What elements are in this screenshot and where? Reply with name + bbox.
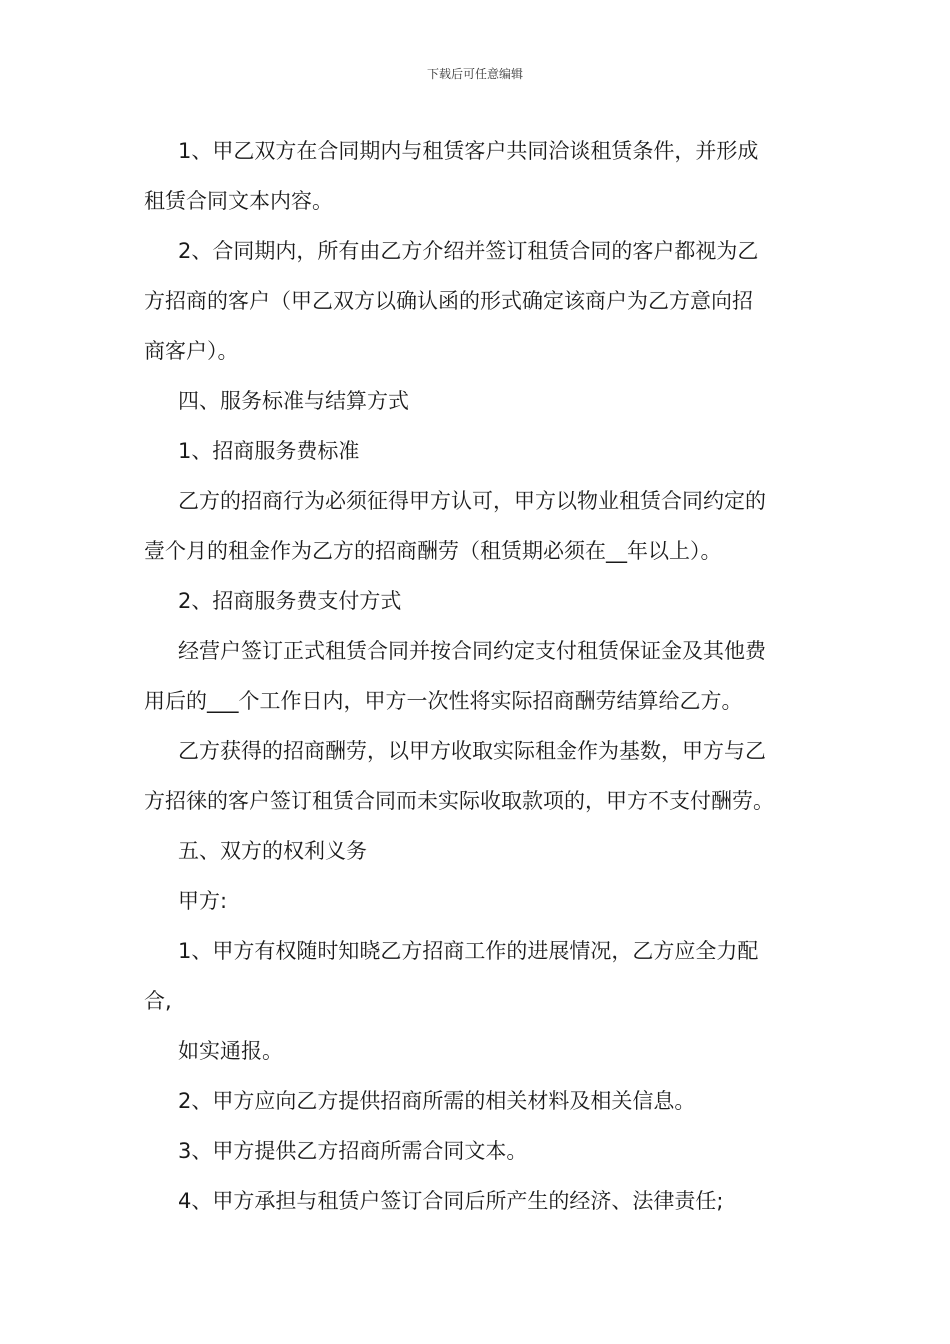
paragraph-line: 用后的___个工作日内，甲方一次性将实际招商酬劳结算给乙方。 [144, 689, 743, 713]
paragraph-line: 方招徕的客户签订租赁合同而未实际收取款项的，甲方不支付酬劳。 [144, 789, 774, 813]
page-header: 下载后可任意编辑 [426, 67, 523, 81]
paragraph-line: 3、甲方提供乙方招商所需合同文本。 [178, 1139, 528, 1163]
section-heading: 四、服务标准与结算方式 [178, 389, 409, 413]
paragraph-line: 租赁合同文本内容。 [144, 189, 333, 213]
document-body [144, 126, 808, 1226]
paragraph-line: 乙方的招商行为必须征得甲方认可，甲方以物业租赁合同约定的 [178, 489, 766, 513]
paragraph-line: 乙方获得的招商酬劳，以甲方收取实际租金作为基数，甲方与乙 [178, 739, 766, 763]
paragraph-line: 方招商的客户（甲乙双方以确认函的形式确定该商户为乙方意向招 [144, 289, 753, 313]
paragraph-line: 1、甲乙双方在合同期内与租赁客户共同洽谈租赁条件，并形成 [178, 139, 759, 163]
party-label: 甲方: [178, 889, 228, 913]
paragraph-line: 合, [144, 989, 172, 1013]
paragraph-line: 壹个月的租金作为乙方的招商酬劳（租赁期必须在__年以上）。 [144, 539, 722, 563]
paragraph-line: 1、甲方有权随时知晓乙方招商工作的进展情况，乙方应全力配 [178, 939, 759, 963]
subsection-heading: 1、招商服务费标准 [178, 439, 360, 463]
paragraph-line: 经营户签订正式租赁合同并按合同约定支付租赁保证金及其他费 [178, 639, 766, 663]
section-heading: 五、双方的权利义务 [178, 839, 367, 863]
paragraph-line: 4、甲方承担与租赁户签订合同后所产生的经济、法律责任; [178, 1189, 724, 1213]
paragraph-line: 商客户）。 [144, 339, 239, 363]
paragraph-line: 如实通报。 [178, 1039, 283, 1063]
subsection-heading: 2、招商服务费支付方式 [178, 589, 402, 613]
paragraph-line: 2、合同期内，所有由乙方介绍并签订租赁合同的客户都视为乙 [178, 239, 759, 263]
paragraph-line: 2、甲方应向乙方提供招商所需的相关材料及相关信息。 [178, 1089, 696, 1113]
